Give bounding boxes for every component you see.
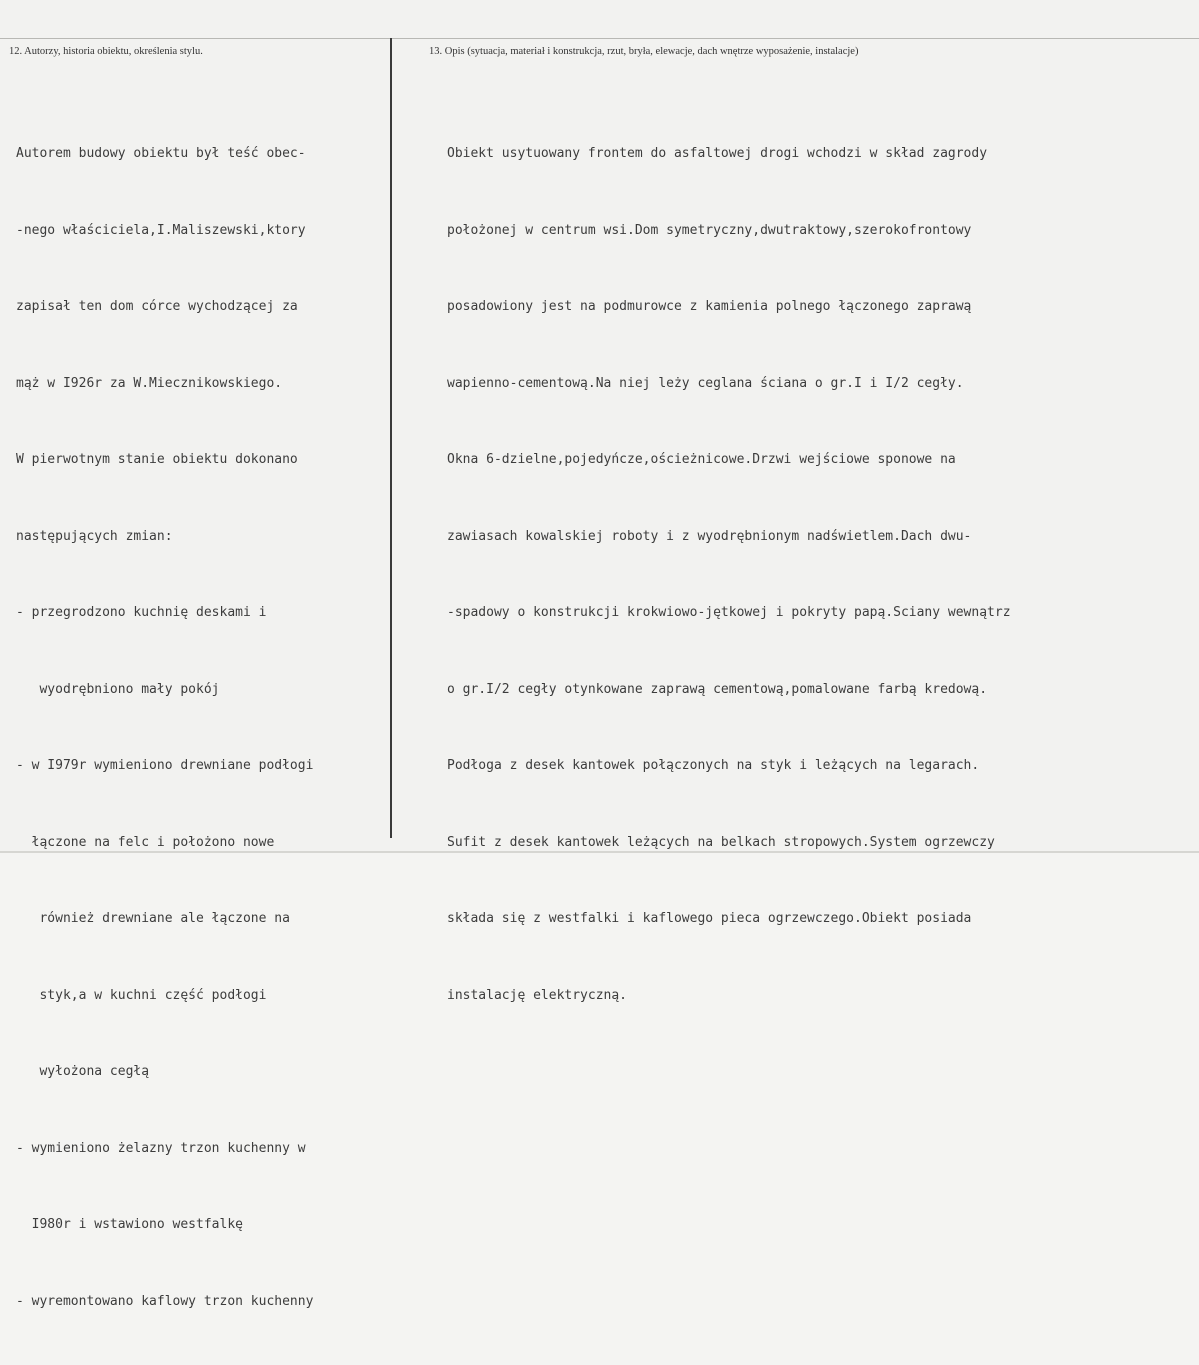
description-line: o gr.I/2 cegły otynkowane zaprawą cementową,pomalowane farbą kredową.	[447, 681, 988, 697]
description-line: zawiasach kowalskiej roboty i z wyodrębnionym nadświetlem.Dach dwu-	[447, 528, 972, 544]
history-line: zapisał ten dom córce wychodzącej za	[16, 299, 298, 314]
history-line: - w I979r wymieniono drewniane podłogi	[16, 758, 314, 773]
description-line: -spadowy o konstrukcji krokwiowo-jętkowej i pokryty papą.Sciany wewnątrz	[447, 605, 1011, 620]
description-line: położonej w centrum wsi.Dom symetryczny,dwutraktowy,szerokofrontowy	[447, 222, 972, 238]
description-line: Okna 6-dzielne,pojedyńcze,ościeżnicowe.Drzwi wejściowe sponowe na	[447, 452, 956, 467]
history-line: wyłożona cegłą	[16, 1064, 150, 1079]
history-text	[16, 90, 388, 1365]
description-line: Sufit z desek kantowek leżących na belkach stropowych.System ogrzewczy	[447, 834, 995, 850]
description-line: posadowiony jest na podmurowce z kamienia polnego łączonego zaprawą	[447, 299, 972, 314]
history-line: - wyremontowano kaflowy trzon kuchenny	[16, 1293, 314, 1309]
description-line: Obiekt usytuowany frontem do asfaltowej drogi wchodzi w skład zagrody	[447, 146, 988, 161]
description-line: Podłoga z desek kantowek połączonych na styk i leżących na legarach.	[447, 758, 980, 773]
history-line: mąż w I926r za W.Miecznikowskiego.	[16, 375, 283, 391]
history-line: W pierwotnym stanie obiektu dokonano	[16, 452, 298, 467]
description-line: składa się z westfalki i kaflowego pieca ogrzewczego.Obiekt posiada	[447, 911, 972, 926]
history-line: -nego właściciela,I.Maliszewski,ktory	[16, 222, 306, 238]
description-line: instalację elektryczną.	[447, 987, 628, 1003]
history-line: I980r i wstawiono westfalkę	[16, 1217, 243, 1232]
history-line: wyodrębniono mały pokój	[16, 681, 220, 697]
history-line: - wymieniono żelazny trzon kuchenny w	[16, 1140, 306, 1156]
history-line: również drewniane ale łączone na	[16, 911, 290, 926]
column-divider	[390, 38, 392, 838]
description-text	[447, 90, 1187, 1059]
history-line: styk,a w kuchni część podłogi	[16, 987, 267, 1003]
description-line: wapienno-cementową.Na niej leży ceglana ściana o gr.I i I/2 cegły.	[447, 375, 964, 391]
history-line: Autorem budowy obiektu był teść obec-	[16, 146, 306, 161]
history-line: następujących zmian:	[16, 528, 173, 544]
left-section-header: 12. Autorzy, historia obiektu, określenia stylu.	[9, 46, 203, 57]
history-line: łączone na felc i położono nowe	[16, 834, 275, 850]
history-line: - przegrodzono kuchnię deskami i	[16, 605, 267, 620]
header-rule	[0, 38, 1199, 39]
right-section-header: 13. Opis (sytuacja, materiał i konstrukcja, rzut, bryła, elewacje, dach wnętrze wyposażenie, instalacje)	[429, 46, 859, 57]
